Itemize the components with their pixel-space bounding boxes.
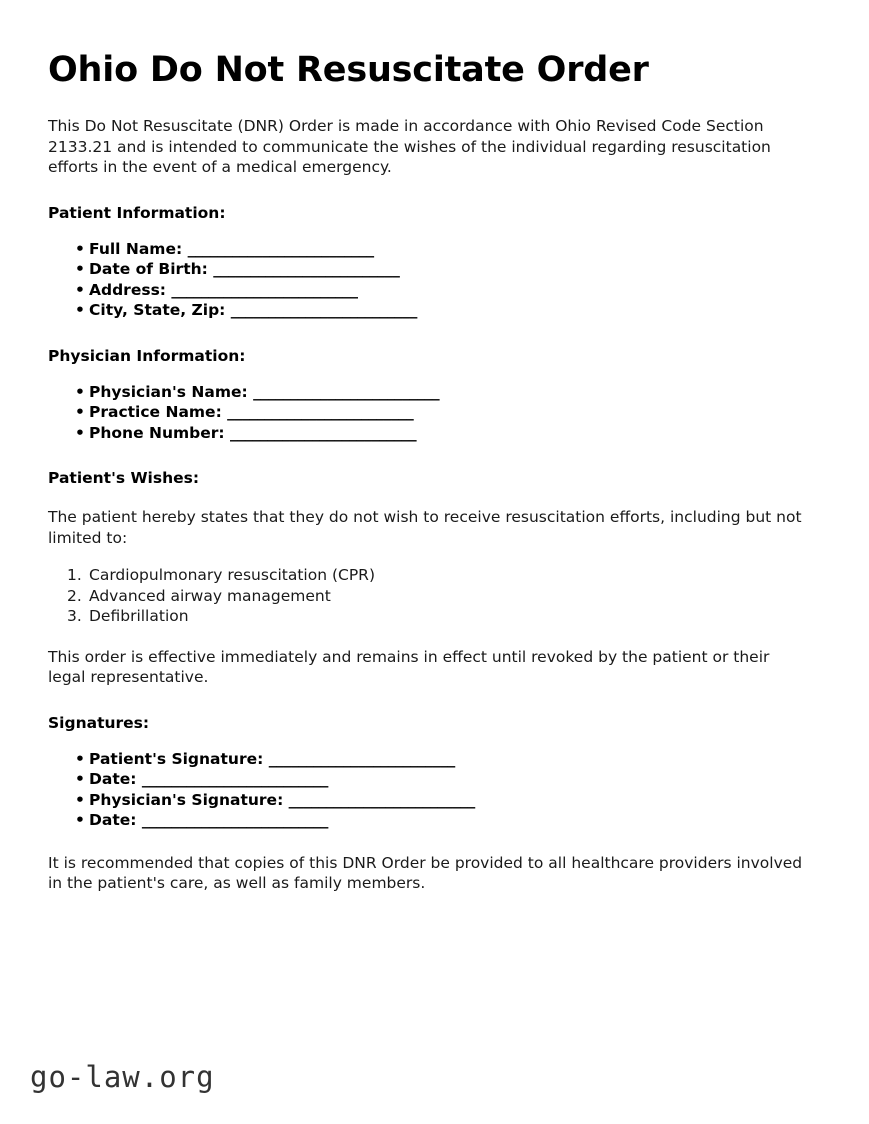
field-label: Full Name: [89,239,183,258]
field-label: Practice Name: [89,403,222,422]
field-full-name [48,239,821,260]
recommendation-paragraph: It is recommended that copies of this DNR Order be provided to all healthcare providers involved in the patient's care, as well as family members. [48,853,803,893]
field-label: Date of Birth: [89,260,208,279]
field-city-state-zip [48,300,821,321]
signatures-field-list [48,749,821,831]
wishes-numbered-list [48,565,821,627]
field-blank-line[interactable]: _________________________ [230,423,417,442]
page-title: Ohio Do Not Resuscitate Order [48,50,649,90]
section-heading-patients-wishes: Patient's Wishes: [48,469,200,488]
site-watermark: go-law.org [30,1060,215,1094]
wishes-intro-paragraph: The patient hereby states that they do not wish to receive resuscitation efforts, including but not limited to: [48,508,802,547]
field-blank-line[interactable]: _________________________ [288,790,475,809]
field-label: City, State, Zip: [89,301,226,320]
field-blank-line[interactable]: _________________________ [171,280,358,299]
intro-paragraph: This Do Not Resuscitate (DNR) Order is made in accordance with Ohio Revised Code Section 2133.21 and is intended to communicate the wishes of the individual regarding resuscitation efforts in the event of a medical emergency. [48,117,771,177]
field-blank-line[interactable]: _________________________ [253,382,440,401]
field-blank-line[interactable]: _________________________ [213,260,400,279]
section-heading-physician-information: Physician Information: [48,346,246,365]
field-physician-name [48,382,821,403]
field-physician-signature-date [48,810,821,831]
field-label: Phone Number: [89,423,225,442]
field-blank-line[interactable]: _________________________ [227,403,414,422]
field-label: Patient's Signature: [89,749,264,768]
field-label: Date: [89,811,137,830]
field-label: Physician's Name: [89,382,248,401]
field-date-of-birth [48,259,821,280]
effective-note-paragraph: This order is effective immediately and remains in effect until revoked by the patient or their legal representative. [48,647,770,687]
field-patient-signature [48,749,821,770]
field-blank-line[interactable]: _________________________ [141,811,329,830]
patient-information-field-list [48,239,821,321]
physician-information-field-list [48,382,821,444]
field-blank-line[interactable]: _________________________ [268,749,455,768]
field-practice-name [48,402,821,423]
field-phone-number [48,423,821,444]
field-label: Physician's Signature: [89,790,284,809]
field-label: Address: [89,280,166,299]
section-heading-signatures: Signatures: [48,713,150,732]
field-address [48,280,821,301]
field-physician-signature [48,790,821,811]
field-blank-line[interactable]: _________________________ [187,239,374,258]
field-label: Date: [89,770,137,789]
section-heading-patient-information: Patient Information: [48,203,226,222]
list-item: Advanced airway management [89,586,331,605]
field-blank-line[interactable]: _________________________ [230,301,418,320]
list-item: Defibrillation [89,607,189,626]
field-blank-line[interactable]: _________________________ [141,770,329,789]
list-item: Cardiopulmonary resuscitation (CPR) [89,566,375,585]
field-patient-signature-date [48,769,821,790]
